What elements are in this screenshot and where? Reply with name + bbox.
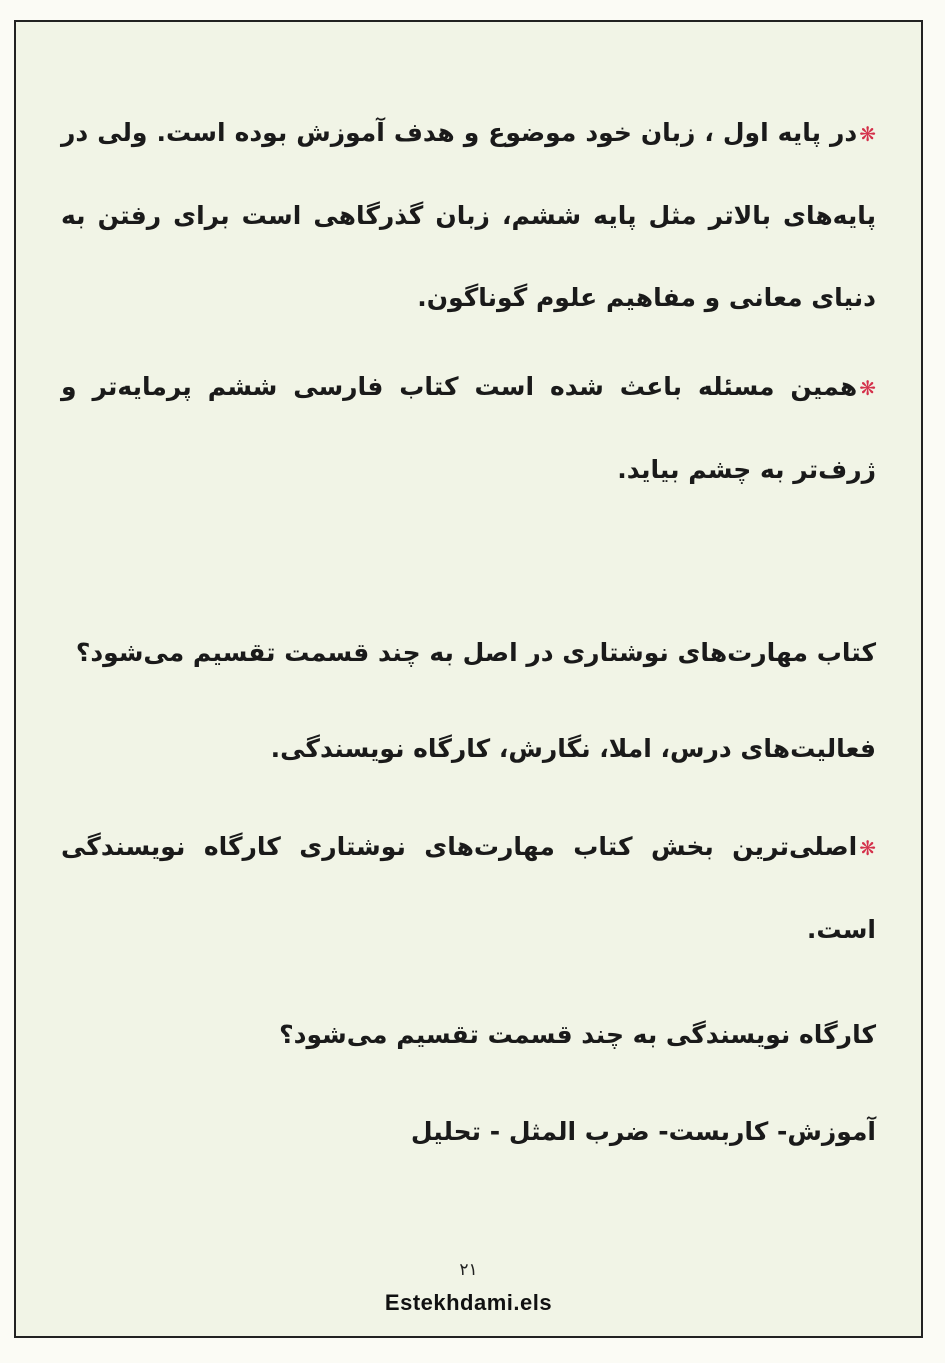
answer-2-text: آموزش- کاربست- ضرب المثل - تحلیل [410,1117,876,1146]
answer-1 [61,708,876,790]
paragraph-2-text: همین مسئله باعث شده است کتاب فارسی ششم پرمایه‌تر و ژرف‌تر به چشم بیاید. [61,372,876,484]
asterisk-bullet-icon: ❋ [859,122,876,146]
question-1 [61,612,876,694]
answer-1-text: فعالیت‌های درس، املا، نگارش، کارگاه نویسندگی. [270,734,876,763]
asterisk-bullet-icon: ❋ [859,376,876,400]
document-page [14,20,923,1338]
paragraph-1 [61,92,876,339]
answer-2 [61,1091,876,1173]
paragraph-3 [61,806,876,971]
question-2 [61,994,876,1076]
asterisk-bullet-icon: ❋ [859,836,876,860]
question-2-text: کارگاه نویسندگی به چند قسمت تقسیم می‌شود؟ [279,1020,876,1049]
paragraph-2 [61,346,876,511]
question-1-text: کتاب مهارت‌های نوشتاری در اصل به چند قسمت تقسیم می‌شود؟ [75,638,876,667]
watermark: Estekhdami.els [384,1290,553,1315]
paragraph-3-text: اصلی‌ترین بخش کتاب مهارت‌های نوشتاری کارگاه نویسندگی است. [61,832,876,944]
paragraph-1-text: در پایه اول ، زبان خود موضوع و هدف آموزش بوده است. ولی در پایه‌های بالاتر مثل پایه ششم، زبان گذرگاهی است برای رفتن به دنیای معانی و مفاهیم علوم گوناگون. [61,118,876,312]
page-number: ۲۱ [459,1260,478,1280]
